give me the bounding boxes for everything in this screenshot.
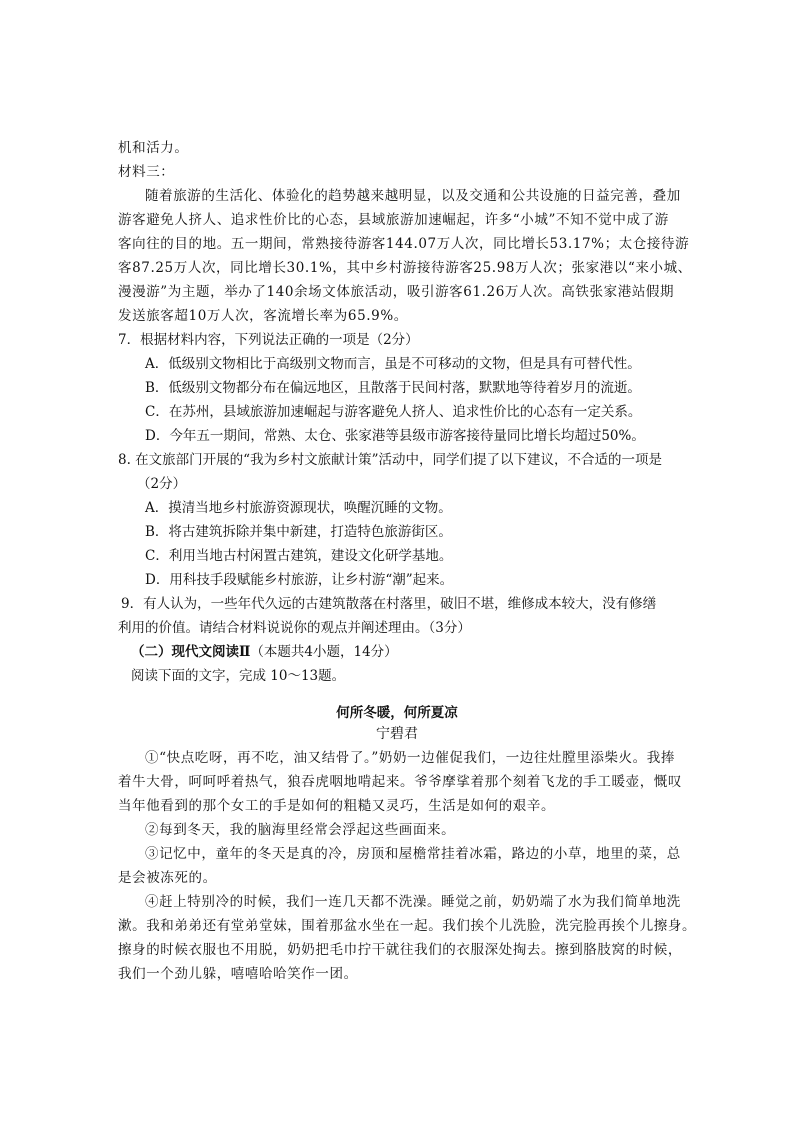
section-heading-title: （二）现代文阅读Ⅱ <box>131 644 251 660</box>
material3-line: 发送旅客超10万人次，客流增长率为65.9%。 <box>118 308 408 324</box>
question-8-option-d: D．用科技手段赋能乡村旅游，让乡村游“潮”起来。 <box>145 572 454 588</box>
article-line: ①“快点吃呀，再不吃，油又结骨了。”奶奶一边催促我们，一边往灶膛里添柴火。我捧 <box>145 750 675 766</box>
question-7-option-a: A．低级别文物相比于高级别文物而言，虽是不可移动的文物，但是具有可替代性。 <box>145 356 641 372</box>
question-8-option-a: A．摸清当地乡村旅游资源现状，唤醒沉睡的文物。 <box>145 500 452 516</box>
material3-line: 随着旅游的生活化、体验化的趋势越来越明显，以及交通和公共设施的日益完善，叠加 <box>145 188 681 204</box>
material3-line: 客向往的目的地。五一期间，常熟接待游客144.07万人次，同比增长53.17%；太仓接待游 <box>118 236 690 252</box>
material3-label: 材料三： <box>118 164 175 180</box>
material3-line: 客87.25万人次，同比增长30.1%，其中乡村游接待游客25.98万人次；张家港以“来小城、 <box>118 260 692 276</box>
section-heading-note: （本题共4小题，14分） <box>250 644 398 660</box>
material3-tail: 机和活力。 <box>118 140 189 156</box>
article-line: 着牛大骨，呵呵呼着热气，狼吞虎咽地啃起来。爷爷摩挲着那个刻着飞龙的手工暖壶，慨叹 <box>118 774 682 790</box>
question-7-option-c: C．在苏州，县域旅游加速崛起与游客避免人挤人、追求性价比的心态有一定关系。 <box>145 404 642 420</box>
article-line: ③记忆中，童年的冬天是真的冷，房顶和屋檐常挂着冰霜，路边的小草，地里的菜，总 <box>145 846 681 862</box>
article-title: 何所冬暖，何所夏凉 <box>336 705 458 721</box>
section-instruction: 阅读下面的文字，完成 10～13题。 <box>131 668 346 684</box>
section-heading <box>131 642 398 662</box>
question-7-option-b: B．低级别文物都分布在偏远地区，且散落于民间村落，默默地等待着岁月的流逝。 <box>145 380 641 396</box>
article-line: 我们一个劲儿躲，嘻嘻哈哈笑作一团。 <box>118 966 358 982</box>
question-9-line: 9．有人认为，一些年代久远的古建筑散落在村落里，破旧不堪，维修成本较大，没有修缮 <box>121 596 657 612</box>
article-line: ④赶上特别冷的时候，我们一连几天都不洗澡。睡觉之前，奶奶端了水为我们简单地洗 <box>145 894 681 910</box>
question-8-option-c: C．利用当地古村闲置古建筑，建设文化研学基地。 <box>145 548 453 564</box>
question-8-stem: 8. 在文旅部门开展的“我为乡村文旅献计策”活动中，同学们提了以下建议，不合适的一项是 <box>118 452 662 468</box>
question-8-score: （2分） <box>137 476 187 492</box>
question-7-stem: 7．根据材料内容，下列说法正确的一项是（2分） <box>118 332 419 348</box>
question-8-option-b: B．将古建筑拆除并集中新建，打造特色旅游街区。 <box>145 524 452 540</box>
question-9-line: 利用的价值。请结合材料说说你的观点并阐述理由。（3分） <box>118 620 471 636</box>
article-line: ②每到冬天，我的脑海里经常会浮起这些画面来。 <box>145 822 456 838</box>
article-author: 宁碧君 <box>376 726 418 742</box>
article-line: 擦身的时候衣服也不用脱，奶奶把毛巾拧干就往我们的衣服深处掏去。擦到胳肢窝的时候， <box>118 942 682 958</box>
article-line: 是会被冻死的。 <box>118 870 217 886</box>
article-line: 当年他看到的那个女工的手是如何的粗糙又灵巧，生活是如何的艰辛。 <box>118 798 556 814</box>
material3-line: 漫漫游”为主题，举办了140余场文体旅活动，吸引游客61.26万人次。高铁张家港站假期 <box>118 284 675 300</box>
material3-line: 游客避免人挤人、追求性价比的心态，县域旅游加速崛起，许多“小城”不知不觉中成了游 <box>118 212 669 228</box>
question-7-option-d: D．今年五一期间，常熟、太仓、张家港等县级市游客接待量同比增长均超过50%。 <box>145 428 645 444</box>
article-line: 漱。我和弟弟还有堂弟堂妹，围着那盆水坐在一起。我们挨个儿洗脸，洗完脸再挨个儿擦身。 <box>118 918 697 934</box>
